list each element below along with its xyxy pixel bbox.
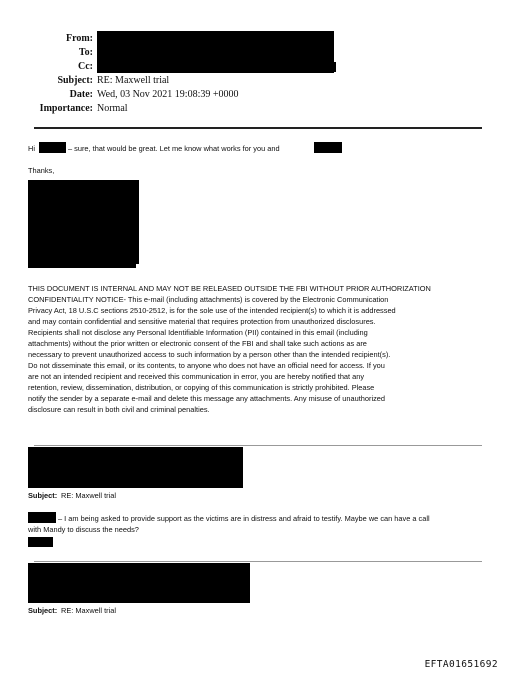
thanks-line: Thanks, <box>28 166 55 175</box>
redaction-reply2-header <box>28 563 250 603</box>
confidentiality-notice <box>28 283 488 415</box>
notice-line: Privacy Act, 18 U.S.C sections 2510-2512, is for the sole use of the intended recipient(s) to which it is addressed <box>28 306 396 315</box>
document-id: EFTA01651692 <box>424 659 498 670</box>
redaction-cc-tail <box>300 62 336 72</box>
greeting: Hi <box>28 144 35 153</box>
reply1-subject-label: Subject: <box>28 491 58 500</box>
redaction-reply1-name <box>28 512 56 523</box>
notice-line: necessary to prevent unauthorized access to such information by a person other than the intended recipient(s). <box>28 350 391 359</box>
reply1-divider <box>34 445 482 446</box>
redaction-recipients <box>97 31 334 73</box>
body-line-1: – sure, that would be great. Let me know what works for you and <box>68 144 280 153</box>
reply1-subject-value: RE: Maxwell trial <box>61 491 117 500</box>
notice-line: disclosure can result in both civil and criminal penalties. <box>28 405 210 414</box>
to-label: To: <box>78 47 93 58</box>
redaction-signature-2 <box>28 253 136 268</box>
header-divider <box>34 127 482 129</box>
reply1-message-line-1: – I am being asked to provide support as the victims are in distress and afraid to testify. Maybe we can have a call <box>58 514 430 523</box>
from-label: From: <box>65 33 93 44</box>
notice-line: Recipients shall not disclose any Personal Identifiable Information (PII) contained in this email (including <box>28 328 368 337</box>
subject-label: Subject: <box>57 75 93 86</box>
date-value: Wed, 03 Nov 2021 19:08:39 +0000 <box>97 89 239 100</box>
redaction-reply1-header <box>28 447 243 488</box>
notice-line: CONFIDENTIALITY NOTICE- This e-mail (including attachments) is covered by the Electronic Communication <box>28 295 389 304</box>
notice-line: THIS DOCUMENT IS INTERNAL AND MAY NOT BE RELEASED OUTSIDE THE FBI WITHOUT PRIOR AUTHORIZATION <box>28 284 431 293</box>
notice-line: retention, review, dissemination, distribution, or copying of this communication is strictly prohibited. Please <box>28 383 375 392</box>
importance-label: Importance: <box>39 103 93 114</box>
reply1-message-line-2: with Mandy to discuss the needs? <box>28 525 139 534</box>
notice-line: are not an intended recipient and received this communication in error, you are hereby notified that any <box>28 372 365 381</box>
importance-value: Normal <box>97 103 128 114</box>
subject-value: RE: Maxwell trial <box>97 75 170 86</box>
notice-line: attachments) without the prior written or electronic consent of the FBI and shall take such actions as are <box>28 339 367 348</box>
notice-line: Do not disseminate this email, or its contents, to anyone who does not have an official need for access. If you <box>28 361 385 370</box>
date-label: Date: <box>69 89 93 100</box>
date-row <box>0 89 512 101</box>
reply2-subject-label: Subject: <box>28 606 58 615</box>
notice-line: notify the sender by a separate e-mail and delete this message any attachments. Any misuse of unauthorized <box>28 394 386 403</box>
cc-label: Cc: <box>78 61 93 72</box>
redaction-name-2 <box>314 142 342 153</box>
reply2-subject-value: RE: Maxwell trial <box>61 606 117 615</box>
redaction-signature-1 <box>28 180 139 264</box>
importance-row <box>0 103 512 115</box>
redaction-reply1-signoff <box>28 537 53 547</box>
subject-row <box>0 75 512 87</box>
reply2-divider <box>34 561 482 562</box>
notice-line: and may contain confidential and sensitive material that requires protection from unauthorized disclosures. <box>28 317 376 326</box>
redaction-name-1 <box>39 142 66 153</box>
